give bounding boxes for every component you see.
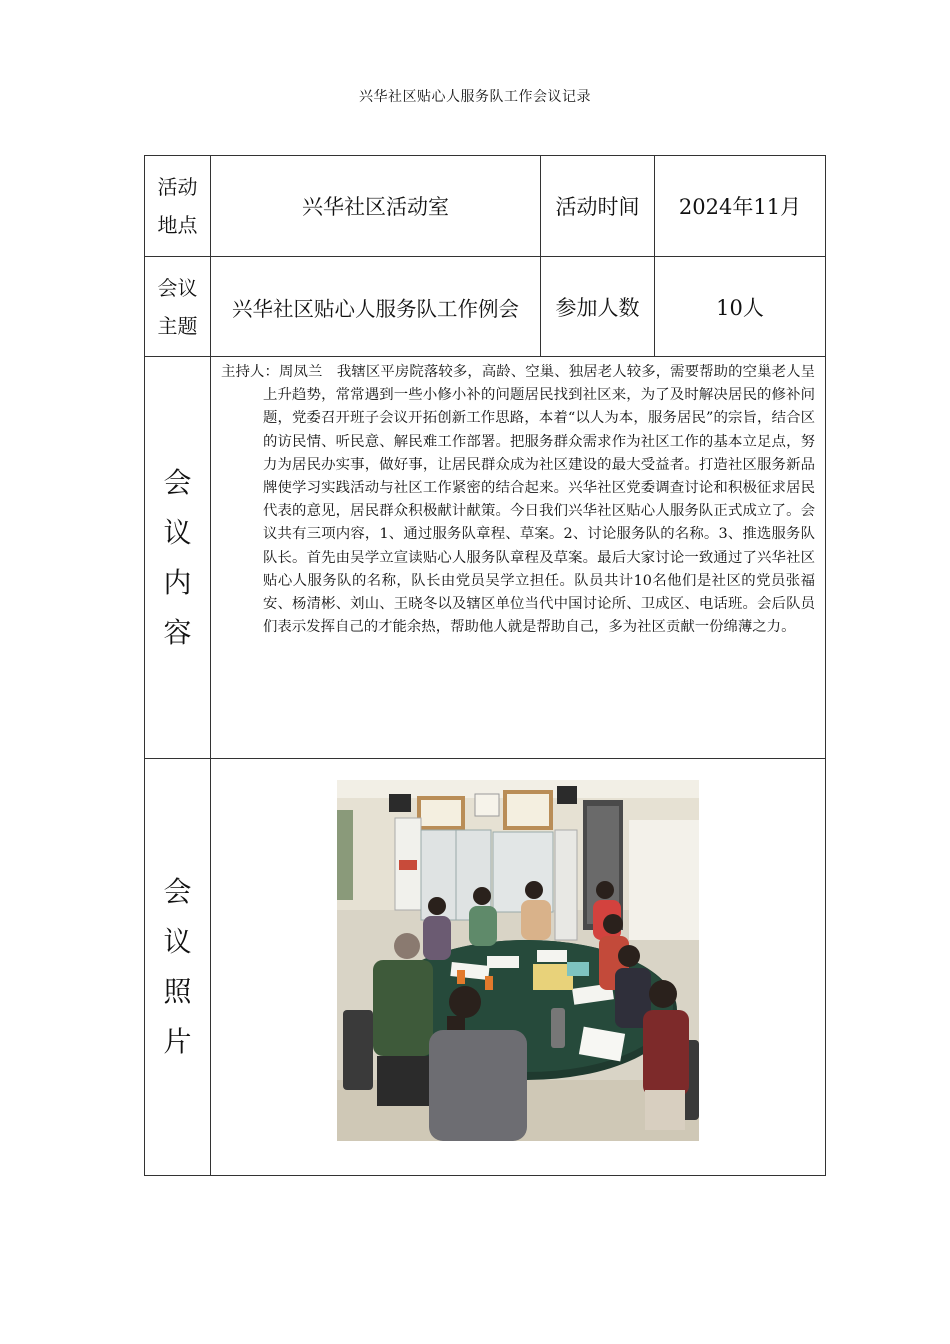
content-label-char4: 容 bbox=[163, 615, 192, 649]
time-label: 活动时间 bbox=[541, 156, 655, 257]
topic-value: 兴华社区贴心人服务队工作例会 bbox=[211, 257, 541, 357]
photo-label-char3: 照 bbox=[163, 975, 192, 1008]
location-label-line1: 活动 bbox=[157, 175, 198, 199]
row-content bbox=[145, 357, 826, 759]
row-photo bbox=[145, 759, 826, 1176]
topic-label-line1: 会议 bbox=[157, 275, 198, 300]
location-label bbox=[145, 156, 211, 257]
meeting-record-table bbox=[144, 155, 826, 1176]
location-label-line2: 地点 bbox=[157, 213, 198, 237]
content-label-char2: 议 bbox=[163, 515, 192, 549]
document-title: 兴华社区贴心人服务队工作会议记录 bbox=[359, 89, 591, 105]
participants-label: 参加人数 bbox=[541, 257, 655, 357]
time-value: 2024年11月 bbox=[655, 156, 826, 257]
topic-label-line2: 主题 bbox=[157, 313, 198, 338]
topic-label bbox=[145, 257, 211, 357]
photo-label-char1: 会 bbox=[163, 875, 192, 908]
content-label bbox=[145, 357, 211, 759]
content-cell bbox=[211, 357, 826, 759]
participants-value: 10人 bbox=[655, 257, 826, 357]
photo-cell bbox=[211, 759, 826, 1176]
content-label-char3: 内 bbox=[163, 565, 192, 599]
content-label-char1: 会 bbox=[163, 465, 192, 499]
photo-label-char2: 议 bbox=[163, 925, 192, 958]
photo-label-char4: 片 bbox=[163, 1025, 192, 1058]
row-location bbox=[145, 156, 826, 257]
row-topic bbox=[145, 257, 826, 357]
photo-label bbox=[145, 759, 211, 1176]
meeting-photo bbox=[337, 780, 699, 1141]
meeting-content-text: 主持人：周凤兰 我辖区平房院落较多，高龄、空巢、独居老人较多，需要帮助的空巢老人呈上升趋势，常常遇到一些小修小补的问题居民找到社区来，为了及时解决居民的修补问题，党委召开班子会议开拓创新工作思路，本着“以人为本，服务居民”的宗旨，结合区的访民情、听民意、解民难工作部署。把服务群众需求作为社区工作的基本立足点，努力为居民办实事，做好事，让居民群众成为社区建设的最大受益者。打造社区服务新品牌使学习实践活动与社区工作紧密的结合起来。兴华社区党委调查讨论和积极征求居民代表的意见，居民群众积极献计献策。今日我们兴华社区贴心人服务队正式成立了。会议共有三项内容，1、通过服务队章程、草案。2、讨论服务队的名称。3、推选服务队队长。首先由吴学立宣读贴心人服务队章程及草案。最后大家讨论一致通过了兴华社区贴心人服务队的名称，队长由党员吴学立担任。队员共计10名他们是社区的党员张福安、杨清彬、刘山、王晓冬以及辖区单位当代中国讨论所、卫成区、电话班。会后队员们表示发挥自己的才能余热，帮助他人就是帮助自己，多为社区贡献一份绵薄之力。 bbox=[221, 364, 815, 636]
location-value: 兴华社区活动室 bbox=[211, 156, 541, 257]
